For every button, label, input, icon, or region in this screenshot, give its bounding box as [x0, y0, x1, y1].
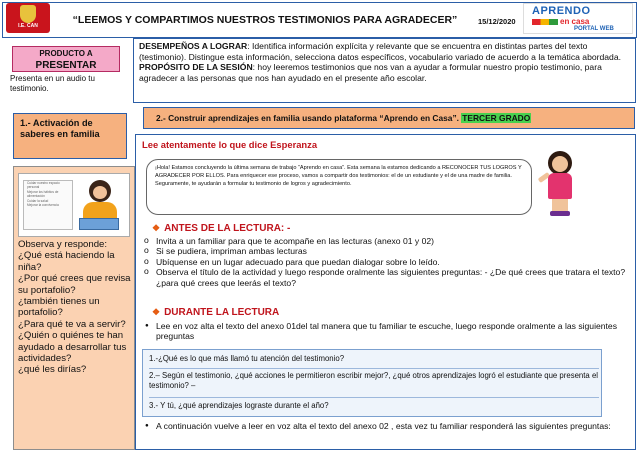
esperanza-face [552, 156, 568, 172]
proposito-text: : hoy leeremos testimonios que nos van a ayudar a formular nuestro propio testimonio, para agradecer a las personas que nos han ayudado en el presente año escolar. [139, 62, 602, 83]
section-during-reading [152, 307, 279, 318]
observation-questions [18, 239, 134, 376]
answer-line [149, 368, 599, 369]
construct-banner [143, 107, 635, 129]
date-label: 15/12/2020 [478, 17, 516, 26]
portfolio-note [23, 180, 73, 230]
question-item: ¿Quién o quiénes te han ayudado a desarrollar tus actividades? [18, 330, 127, 365]
list-item: o Si se pudiera, impriman ambas lecturas [144, 246, 632, 256]
grade-badge: TERCER GRADO [462, 113, 531, 123]
question-3: 3.- Y tú, ¿qué aprendizajes lograste durante el año? [149, 401, 329, 410]
banner-text: 2.- Construir aprendizajes en familia usando plataforma “Aprendo en Casa”. [156, 113, 459, 123]
question-item: ¿Para qué te va a servir? [18, 318, 126, 330]
note-item: Mejorar los hábitos de alimentación [27, 189, 59, 199]
school-logo [6, 3, 50, 33]
answer-line [149, 397, 599, 398]
diamond-icon: ❖ [152, 223, 161, 233]
note-item: Cuidar la salud [27, 198, 49, 203]
during-reading-list [144, 321, 632, 342]
left-panel [13, 166, 135, 450]
question-item: ¿Por qué crees que revisa su portafolio? [18, 273, 131, 296]
list-item: o Observa el título de la actividad y luego responde oralmente las siguientes preguntas: - ¿De qué crees que tratara el texto? ¿para qué crees que leerás el texto? [144, 267, 632, 288]
product-label-line1: PRODUCTO A [39, 49, 93, 58]
shield-icon [20, 5, 36, 23]
reading-heading: Lee atentamente lo que dice Esperanza [142, 139, 318, 150]
laptop-icon [79, 218, 119, 230]
esperanza-dress [548, 173, 572, 199]
question-item: Observa y responde: [18, 239, 108, 250]
banner-text-wrap [156, 113, 531, 123]
girl-with-portfolio-image [18, 173, 130, 237]
section-before-title: ANTES DE LA LECTURA: - [164, 223, 291, 234]
desempenos-box [133, 38, 636, 103]
section-during-title: DURANTE LA LECTURA [164, 307, 280, 318]
product-label-line2: PRESENTAR [35, 60, 97, 71]
desempenos-label: DESEMPEÑOS A LOGRAR [139, 41, 248, 51]
question-item: ¿qué les dirías? [18, 364, 87, 376]
list-item: ● A continuación vuelve a leer en voz alta el texto del anexo 02 , esta vez tu familiar responderá las siguientes preguntas: [144, 421, 632, 431]
list-item: ● Lee en voz alta el texto del anexo 01del tal manera que tu familiar te escuche, luego responde oralmente a las siguientes preguntas [144, 321, 632, 342]
proposito-label: PROPÓSITO DE LA SESIÓN [139, 62, 253, 73]
esperanza-shoes [550, 211, 570, 216]
logo-line1: APRENDO [532, 5, 591, 17]
question-1: 1.-¿Qué es lo que más llamó tu atención del testimonio? [149, 354, 345, 363]
speech-bubble: ¡Hola! Estamos concluyendo la última semana de trabajo “Aprendo en casa”. Esta semana la estamos dedicando a RECONOCER TUS LOGROS Y AGRADECER POR ELLOS. Para enriquecer ese proceso, vamos a compartir dos testimonios: el de un estudiante y el de una madre de familia. Seguramente, te ayudarán a formular tu testimonio de logros y agradecimiento. [146, 159, 532, 215]
product-description: Presenta en un audio tu testimonio. [10, 74, 95, 93]
note-item: Mejorar la convivencia [27, 203, 59, 208]
school-logo-text: I.E. CAN [18, 23, 38, 29]
diamond-icon: ❖ [152, 307, 161, 317]
aprendo-en-casa-logo [523, 3, 633, 34]
question-item: ¿también tienes un portafolio? [18, 296, 100, 319]
activation-label: 1.- Activación de saberes en familia [20, 118, 100, 139]
logo-line2: en casa [560, 17, 590, 26]
logo-color-bar [532, 19, 558, 25]
product-label [12, 46, 120, 72]
page-title: “LEEMOS Y COMPARTIMOS NUESTROS TESTIMONIOS PARA AGRADECER” [72, 14, 458, 26]
desempenos-text: : Identifica información explícita y relevante que se encuentra en distintas partes del texto (testimonio). Distingue esta información, selecciona datos específicos, vocabulario variado de acuerdo a la temática abordada. [139, 41, 621, 62]
note-item: Cuidar nuestro espacio personal [27, 181, 60, 190]
question-item: ¿Qué está haciendo la niña? [18, 250, 115, 273]
esperanza-illustration [536, 151, 586, 221]
list-item: o Ubíquense en un lugar adecuado para que puedan dialogar sobre lo leído. [144, 257, 632, 267]
main-content [135, 134, 636, 450]
product-section [2, 42, 130, 104]
questions-box [142, 349, 602, 417]
section-before-reading [152, 223, 290, 234]
list-item: o Invita a un familiar para que te acompañe en las lecturas (anexo 01 y 02) [144, 236, 632, 246]
logo-line3: PORTAL WEB [574, 26, 614, 32]
girl-face [93, 186, 107, 199]
activation-box [13, 113, 127, 159]
question-2: 2.– Según el testimonio, ¿qué acciones le permitieron escribir mejor?, ¿qué otros aprendizajes logró el estudiante que presenta el testimonio? – [149, 371, 599, 390]
after-reading-list [144, 421, 632, 431]
before-reading-list [144, 236, 632, 288]
